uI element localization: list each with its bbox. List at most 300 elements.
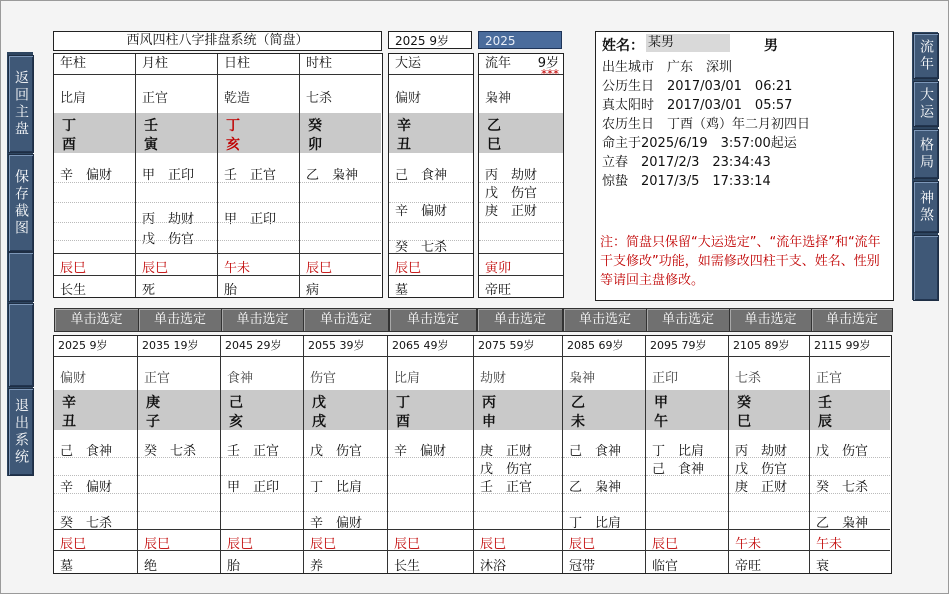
dotted-divider xyxy=(474,493,562,494)
divider xyxy=(563,550,645,551)
column-gan: 乙 xyxy=(487,118,501,134)
column-hidden-stem: 己 食神 xyxy=(395,168,448,183)
dayun-ganzhi xyxy=(221,390,303,430)
divider xyxy=(479,253,563,254)
dayun-changsheng: 帝旺 xyxy=(735,559,762,574)
divider xyxy=(388,550,473,551)
dayun-kongwang: 辰巳 xyxy=(569,537,596,552)
pillar-shishen: 比肩 xyxy=(60,91,87,106)
select-dayun-button-4[interactable]: 单击选定 xyxy=(389,308,477,332)
dotted-divider xyxy=(563,511,645,512)
dotted-divider xyxy=(388,475,473,476)
column-header: 大运 xyxy=(389,54,473,75)
divider xyxy=(563,529,645,530)
dayun-shishen: 七杀 xyxy=(735,371,762,386)
select-dayun-button-6[interactable]: 单击选定 xyxy=(563,308,647,332)
dayun-kongwang: 辰巳 xyxy=(480,537,507,552)
pillar-ganzhi xyxy=(300,113,381,153)
dayun-hidden-stem: 己 食神 xyxy=(60,444,113,459)
dayun-shishen: 比肩 xyxy=(394,371,421,386)
column-hidden-stem: 丙 劫财 xyxy=(485,168,538,183)
pillar-hidden-stem: 乙 枭神 xyxy=(306,168,359,183)
dayun-hidden-stem: 甲 正印 xyxy=(227,480,280,495)
dayun-hidden-stem: 壬 正官 xyxy=(227,444,280,459)
divider xyxy=(474,529,562,530)
dayun-ganzhi xyxy=(646,390,728,430)
dayun-shishen: 正官 xyxy=(816,371,843,386)
dayun-hidden-stem: 戊 伤官 xyxy=(735,462,788,477)
dayun-gan: 壬 xyxy=(818,395,832,411)
dotted-divider xyxy=(221,475,303,476)
dayun-year-age: 2095 79岁 xyxy=(646,336,728,357)
dotted-divider xyxy=(304,493,387,494)
dayun-changsheng: 沐浴 xyxy=(480,559,507,574)
dotted-divider xyxy=(389,182,473,183)
dayun-shishen: 劫财 xyxy=(480,371,507,386)
pillar-shishen: 七杀 xyxy=(306,91,333,106)
dayun-shishen: 正印 xyxy=(652,371,679,386)
dayun-hidden-stem: 乙 枭神 xyxy=(569,480,622,495)
true-solar-time: 真太阳时 2017/03/01 05:57 xyxy=(602,98,793,113)
pillar-ganzhi xyxy=(54,113,135,153)
dotted-divider xyxy=(300,240,381,241)
column-kongwang: 寅卯 xyxy=(485,261,512,276)
dayun-gan: 丁 xyxy=(396,395,410,411)
column-ganzhi xyxy=(479,113,563,153)
pillar-hidden-stem: 辛 偏财 xyxy=(60,168,113,183)
divider xyxy=(138,529,220,530)
dotted-divider xyxy=(474,457,562,458)
dayun-hidden-stem: 癸 七杀 xyxy=(60,516,113,531)
dayun-hidden-stem: 己 食神 xyxy=(569,444,622,459)
dotted-divider xyxy=(729,475,809,476)
dotted-divider xyxy=(54,511,137,512)
dayun-changsheng: 冠带 xyxy=(569,559,596,574)
geju-button[interactable]: 格局 xyxy=(913,129,939,179)
dayun-column-8[interactable] xyxy=(729,336,810,573)
pillar-kongwang: 辰巳 xyxy=(306,261,333,276)
dotted-divider xyxy=(810,511,890,512)
pillar-changsheng: 病 xyxy=(306,283,320,298)
pillar-3[interactable] xyxy=(300,54,381,297)
pillar-zhi: 寅 xyxy=(144,137,158,153)
divider xyxy=(54,275,135,276)
divider xyxy=(218,253,299,254)
dayun-kongwang: 辰巳 xyxy=(227,537,254,552)
divider xyxy=(221,550,303,551)
dotted-divider xyxy=(304,475,387,476)
dotted-divider xyxy=(729,511,809,512)
divider xyxy=(300,275,381,276)
dayun-column-0[interactable] xyxy=(54,336,138,573)
dayun-zhi: 辰 xyxy=(818,414,832,430)
liunian-panel xyxy=(478,53,564,298)
dayun-year-age: 2105 89岁 xyxy=(729,336,809,357)
dayun-ganzhi xyxy=(138,390,220,430)
pillar-gan: 壬 xyxy=(144,118,158,134)
dotted-divider xyxy=(810,493,890,494)
dayun-hidden-stem: 乙 枭神 xyxy=(816,516,869,531)
dayun-year-age: 2065 49岁 xyxy=(388,336,473,357)
dayun-hidden-stem: 癸 七杀 xyxy=(816,480,869,495)
pillar-zhi: 亥 xyxy=(226,137,240,153)
dayun-selected-display: 2025 9岁 xyxy=(388,31,472,49)
dayun-kongwang: 午未 xyxy=(735,537,762,552)
dayun-zhi: 申 xyxy=(482,414,496,430)
dayun-hidden-stem: 庚 正财 xyxy=(735,480,788,495)
dotted-divider xyxy=(136,222,217,223)
dotted-divider xyxy=(810,475,890,476)
dotted-divider xyxy=(304,511,387,512)
column-hidden-stem: 癸 七杀 xyxy=(395,240,448,255)
pillar-hidden-stem: 壬 正官 xyxy=(224,168,277,183)
four-pillars-panel xyxy=(53,53,383,298)
dayun-hidden-stem: 丁 比肩 xyxy=(569,516,622,531)
dotted-divider xyxy=(138,457,220,458)
divider xyxy=(389,275,473,276)
dayun-year-age: 2045 29岁 xyxy=(221,336,303,357)
dotted-divider xyxy=(54,182,135,183)
dotted-divider xyxy=(300,222,381,223)
luck-start: 命主于2025/6/19 3:57:00起运 xyxy=(602,136,797,151)
dotted-divider xyxy=(138,511,220,512)
dayun-zhi: 丑 xyxy=(62,414,76,430)
dayun-zhi: 戌 xyxy=(312,414,326,430)
dayun-gan: 甲 xyxy=(654,395,668,411)
dayun-ganzhi xyxy=(810,390,890,430)
dayun-kongwang: 辰巳 xyxy=(60,537,87,552)
divider xyxy=(729,550,809,551)
divider xyxy=(136,253,217,254)
select-dayun-button-8[interactable]: 单击选定 xyxy=(729,308,812,332)
dotted-divider xyxy=(474,475,562,476)
dotted-divider xyxy=(54,493,137,494)
dotted-divider xyxy=(479,240,563,241)
dotted-divider xyxy=(218,222,299,223)
dotted-divider xyxy=(221,457,303,458)
dayun-year-age: 2055 39岁 xyxy=(304,336,387,357)
dotted-divider xyxy=(479,182,563,183)
dayun-changsheng: 临官 xyxy=(652,559,679,574)
column-hidden-stem: 庚 正财 xyxy=(485,204,538,219)
dayun-gan: 戊 xyxy=(312,395,326,411)
dayun-changsheng: 墓 xyxy=(60,559,74,574)
pillar-gan: 丁 xyxy=(62,118,76,134)
dayun-kongwang: 辰巳 xyxy=(144,537,171,552)
divider xyxy=(810,529,890,530)
lichun: 立春 2017/2/3 23:34:43 xyxy=(602,155,771,170)
dayun-year-age: 2075 59岁 xyxy=(474,336,562,357)
pillar-shishen: 乾造 xyxy=(224,91,251,106)
divider xyxy=(221,529,303,530)
dayun-shishen: 枭神 xyxy=(569,371,596,386)
divider xyxy=(810,550,890,551)
pillar-changsheng: 长生 xyxy=(60,283,87,298)
select-dayun-button-3[interactable]: 单击选定 xyxy=(303,308,389,332)
pillar-changsheng: 死 xyxy=(142,283,156,298)
dotted-divider xyxy=(300,202,381,203)
dotted-divider xyxy=(304,457,387,458)
dayun-ganzhi xyxy=(388,390,473,430)
pillar-2[interactable] xyxy=(218,54,300,297)
name-label: 姓名： xyxy=(602,38,644,54)
pillar-hidden-stem: 丙 劫财 xyxy=(142,212,195,227)
dayun-ganzhi xyxy=(54,390,137,430)
dayun-hidden-stem: 癸 七杀 xyxy=(144,444,197,459)
dayun-zhi: 子 xyxy=(146,414,160,430)
dayun-hidden-stem: 辛 偏财 xyxy=(310,516,363,531)
select-dayun-button-2[interactable]: 单击选定 xyxy=(221,308,304,332)
dayun-changsheng: 绝 xyxy=(144,559,158,574)
dayun-gan: 癸 xyxy=(737,395,751,411)
dotted-divider xyxy=(729,493,809,494)
note-text: 注：简盘只保留“大运选定”、“流年选择”和“流年干支修改”功能，如需修改四柱干支、姓名、性别等请回主盘修改。 xyxy=(600,235,881,288)
dotted-divider xyxy=(54,222,135,223)
dayun-ganzhi xyxy=(563,390,645,430)
dayun-column-5[interactable] xyxy=(474,336,563,573)
divider xyxy=(474,550,562,551)
dayun-hidden-stem: 丁 比肩 xyxy=(310,480,363,495)
dayun-hidden-stem: 戊 伤官 xyxy=(310,444,363,459)
select-dayun-button-0[interactable]: 单击选定 xyxy=(54,308,139,332)
dayun-ganzhi xyxy=(474,390,562,430)
dotted-divider xyxy=(221,493,303,494)
divider xyxy=(304,550,387,551)
dotted-divider xyxy=(138,475,220,476)
dotted-divider xyxy=(729,457,809,458)
pillar-header: 日柱 xyxy=(218,54,299,75)
left-spacer xyxy=(8,252,34,302)
column-zhi: 巳 xyxy=(487,137,501,153)
dayun-column-6[interactable] xyxy=(563,336,646,573)
column-changsheng: 墓 xyxy=(395,283,409,298)
dotted-divider xyxy=(474,511,562,512)
dotted-divider xyxy=(136,202,217,203)
pillar-1[interactable] xyxy=(136,54,218,297)
dayun-gan: 己 xyxy=(229,395,243,411)
dotted-divider xyxy=(218,182,299,183)
dayun-zhi: 午 xyxy=(654,414,668,430)
dotted-divider xyxy=(136,182,217,183)
dotted-divider xyxy=(646,511,728,512)
dayun-zhi: 酉 xyxy=(396,414,410,430)
dayun-zhi: 未 xyxy=(571,414,585,430)
divider xyxy=(54,529,137,530)
dotted-divider xyxy=(479,222,563,223)
dotted-divider xyxy=(810,457,890,458)
dayun-changsheng: 养 xyxy=(310,559,324,574)
dotted-divider xyxy=(479,202,563,203)
pillar-changsheng: 胎 xyxy=(224,283,238,298)
dayun-gan: 乙 xyxy=(571,395,585,411)
dayun-year-age: 2025 9岁 xyxy=(54,336,137,357)
return-main-button[interactable]: 返回主盘 xyxy=(8,55,34,153)
select-dayun-button-5[interactable]: 单击选定 xyxy=(477,308,563,332)
pillar-hidden-stem: 戊 伤官 xyxy=(142,232,195,247)
divider xyxy=(136,275,217,276)
pillar-ganzhi xyxy=(136,113,217,153)
divider xyxy=(389,253,473,254)
liunian-age: 9岁 xyxy=(537,56,559,71)
dotted-divider xyxy=(646,475,728,476)
solar-birthday: 公历生日 2017/03/01 06:21 xyxy=(602,79,793,94)
dotted-divider xyxy=(388,511,473,512)
dotted-divider xyxy=(563,475,645,476)
column-ganzhi xyxy=(389,113,473,153)
dayun-button[interactable]: 大运 xyxy=(913,81,939,127)
dayun-kongwang: 午未 xyxy=(816,537,843,552)
dayun-gan: 丙 xyxy=(482,395,496,411)
divider xyxy=(479,275,563,276)
select-dayun-button-9[interactable]: 单击选定 xyxy=(811,308,893,332)
pillar-header: 时柱 xyxy=(300,54,381,75)
dayun-zhi: 亥 xyxy=(229,414,243,430)
divider xyxy=(646,529,728,530)
dotted-divider xyxy=(646,493,728,494)
column-gan: 辛 xyxy=(397,118,411,134)
gender-value: 男 xyxy=(764,38,778,54)
dayun-kongwang: 辰巳 xyxy=(310,537,337,552)
pillar-kongwang: 辰巳 xyxy=(142,261,169,276)
dayun-ganzhi xyxy=(304,390,387,430)
dayun-shishen: 正官 xyxy=(144,371,171,386)
lunar-birthday: 农历生日 丁酉（鸡）年二月初四日 xyxy=(602,117,811,132)
pillar-header: 月柱 xyxy=(136,54,217,75)
dayun-gan: 庚 xyxy=(146,395,160,411)
dayun-shishen: 伤官 xyxy=(310,371,337,386)
info-panel xyxy=(595,31,894,301)
dayun-kongwang: 辰巳 xyxy=(394,537,421,552)
dayun-gan: 辛 xyxy=(62,395,76,411)
dotted-divider xyxy=(388,493,473,494)
page-title: 西风四柱八字排盘系统（简盘） xyxy=(53,31,382,51)
divider xyxy=(138,550,220,551)
birth-city: 出生城市 广东 深圳 xyxy=(602,60,733,75)
dayun-ganzhi xyxy=(729,390,809,430)
shensha-button[interactable]: 神煞 xyxy=(913,181,939,233)
jingzhe: 惊蛰 2017/3/5 17:33:14 xyxy=(602,174,771,189)
select-dayun-button-7[interactable]: 单击选定 xyxy=(646,308,730,332)
divider xyxy=(646,550,728,551)
dotted-divider xyxy=(54,457,137,458)
right-spacer xyxy=(913,235,939,301)
column-hidden-stem: 辛 偏财 xyxy=(395,204,448,219)
column-zhi: 丑 xyxy=(397,137,411,153)
dotted-divider xyxy=(136,240,217,241)
dotted-divider xyxy=(389,202,473,203)
dayun-hidden-stem: 壬 正官 xyxy=(480,480,533,495)
dayun-column-1[interactable] xyxy=(138,336,221,573)
save-screenshot-button[interactable]: 保存截图 xyxy=(8,154,34,252)
select-dayun-button-1[interactable]: 单击选定 xyxy=(138,308,222,332)
dayun-changsheng: 长生 xyxy=(394,559,421,574)
dotted-divider xyxy=(138,493,220,494)
divider xyxy=(729,529,809,530)
dotted-divider xyxy=(388,457,473,458)
dotted-divider xyxy=(563,493,645,494)
dayun-hidden-stem: 庚 正财 xyxy=(480,444,533,459)
dayun-shishen: 偏财 xyxy=(60,371,87,386)
dotted-divider xyxy=(54,240,135,241)
dayun-column-7[interactable] xyxy=(646,336,729,573)
dayun-year-age: 2115 99岁 xyxy=(810,336,890,357)
divider xyxy=(300,253,381,254)
dayun-hidden-stem: 丁 比肩 xyxy=(652,444,705,459)
dayun-column-2[interactable] xyxy=(221,336,304,573)
dotted-divider xyxy=(54,202,135,203)
pillar-ganzhi xyxy=(218,113,299,153)
pillar-hidden-stem: 甲 正印 xyxy=(142,168,195,183)
dayun-kongwang: 辰巳 xyxy=(652,537,679,552)
column-changsheng: 帝旺 xyxy=(485,283,512,298)
name-field[interactable]: 某男 xyxy=(646,34,730,52)
dayun-table xyxy=(53,335,892,574)
pillar-hidden-stem: 甲 正印 xyxy=(224,212,277,227)
divider xyxy=(218,275,299,276)
dayun-year-age: 2085 69岁 xyxy=(563,336,645,357)
column-hidden-stem: 戊 伤官 xyxy=(485,186,538,201)
pillar-kongwang: 辰巳 xyxy=(60,261,87,276)
dayun-column-3[interactable] xyxy=(304,336,388,573)
dayun-zhi: 巳 xyxy=(737,414,751,430)
dayun-hidden-stem: 戊 伤官 xyxy=(480,462,533,477)
divider xyxy=(388,529,473,530)
dayun-hidden-stem: 丙 劫财 xyxy=(735,444,788,459)
pillar-shishen: 正官 xyxy=(142,91,169,106)
pillar-header: 年柱 xyxy=(54,54,135,75)
liunian-stars: *** xyxy=(541,67,559,81)
dayun-column-9[interactable] xyxy=(810,336,890,573)
dotted-divider xyxy=(54,475,137,476)
dayun-changsheng: 胎 xyxy=(227,559,241,574)
divider xyxy=(304,529,387,530)
dotted-divider xyxy=(221,511,303,512)
dotted-divider xyxy=(218,202,299,203)
dotted-divider xyxy=(389,222,473,223)
pillar-zhi: 酉 xyxy=(62,137,76,153)
dayun-changsheng: 衰 xyxy=(816,559,830,574)
dayun-shishen: 食神 xyxy=(227,371,254,386)
dayun-year-age: 2035 19岁 xyxy=(138,336,220,357)
exit-system-button[interactable]: 退出系统 xyxy=(8,388,34,476)
column-shishen: 偏财 xyxy=(395,91,422,106)
column-header: 流年 xyxy=(479,54,563,75)
dayun-hidden-stem: 戊 伤官 xyxy=(816,444,869,459)
column-shishen: 枭神 xyxy=(485,91,512,106)
dayun-hidden-stem: 辛 偏财 xyxy=(394,444,447,459)
dotted-divider xyxy=(646,457,728,458)
pillar-0[interactable] xyxy=(54,54,136,297)
dotted-divider xyxy=(300,182,381,183)
pillar-gan: 丁 xyxy=(226,118,240,134)
column-kongwang: 辰巳 xyxy=(395,261,422,276)
pillar-gan: 癸 xyxy=(308,118,322,134)
pillar-zhi: 卯 xyxy=(308,137,322,153)
left-spacer-2 xyxy=(8,303,34,387)
dayun-hidden-stem: 辛 偏财 xyxy=(60,480,113,495)
year-input[interactable]: 2025 xyxy=(478,31,562,49)
divider xyxy=(54,550,137,551)
pillar-kongwang: 午未 xyxy=(224,261,251,276)
dotted-divider xyxy=(563,457,645,458)
divider xyxy=(54,253,135,254)
dayun-column-4[interactable] xyxy=(388,336,474,573)
dayun-hidden-stem: 己 食神 xyxy=(652,462,705,477)
dayun-panel xyxy=(388,53,474,298)
liunian-button[interactable]: 流年 xyxy=(913,33,939,79)
dotted-divider xyxy=(389,240,473,241)
dotted-divider xyxy=(218,240,299,241)
